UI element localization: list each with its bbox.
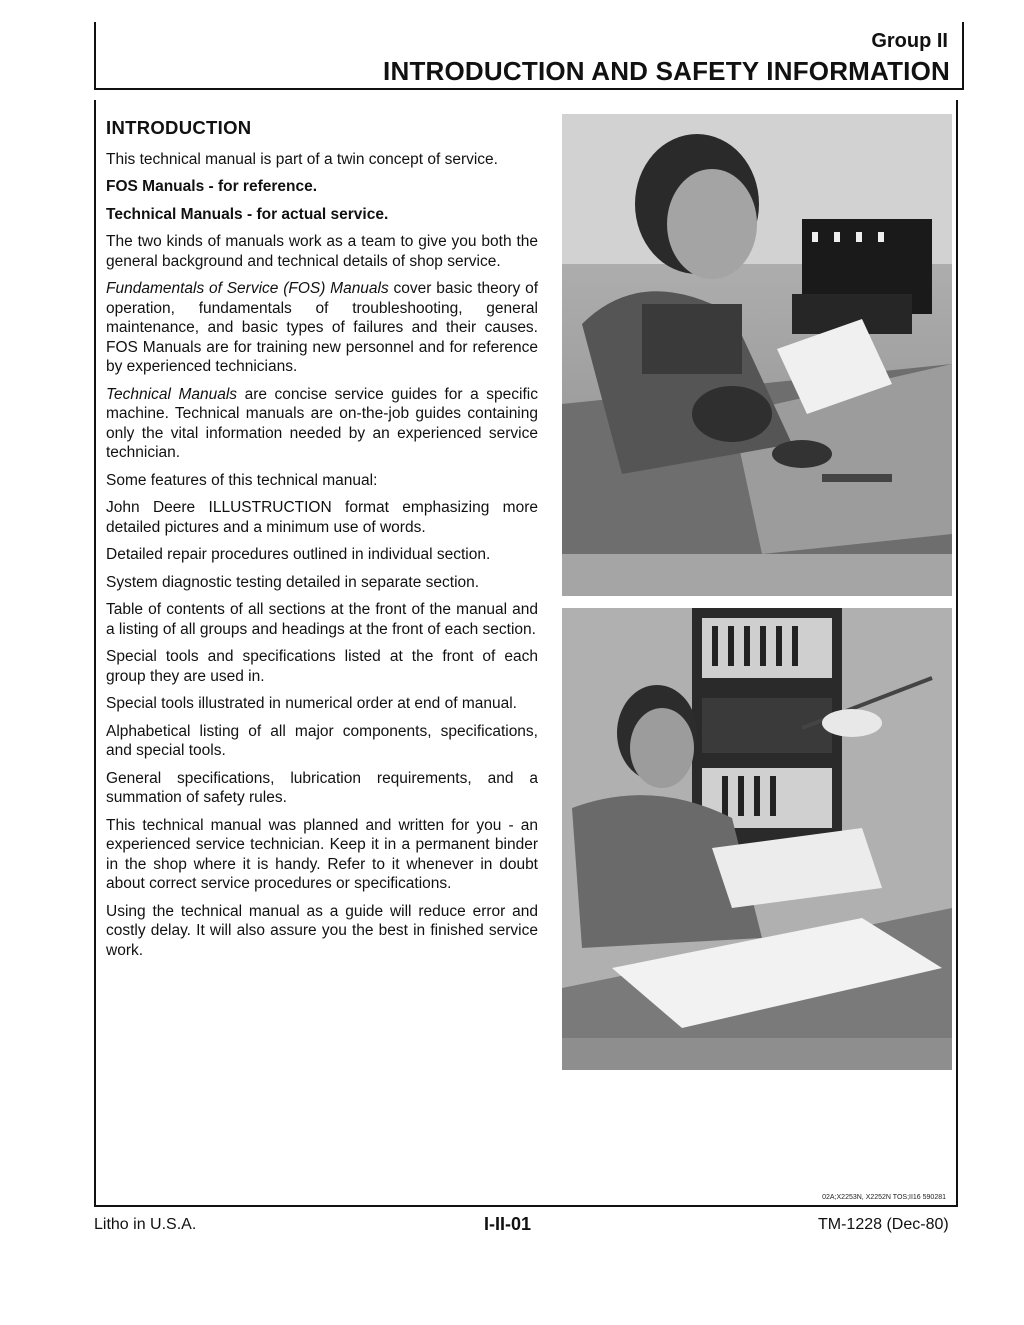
photo-technician-reading <box>562 608 952 1070</box>
paragraph: Some features of this technical manual: <box>106 471 378 489</box>
paragraph: John Deere ILLUSTRUCTION format emphasizing more detailed pictures and a minimum use of words. <box>106 499 538 536</box>
paragraph: This technical manual was planned and written for you - an experienced service technician. Keep it in a permanent binder in the shop where it is handy. Refer to it whenever in doubt about correct service procedures or specifications. <box>106 816 538 892</box>
section-title: INTRODUCTION AND SAFETY INFORMATION <box>383 56 950 86</box>
paragraph-fos-desc <box>106 279 538 377</box>
paragraph: Table of contents of all sections at the front of the manual and a listing of all groups and headings at the front of each section. <box>106 601 538 638</box>
tm-term: Technical Manuals <box>106 385 238 403</box>
text-column <box>106 118 538 968</box>
intro-heading: INTRODUCTION <box>106 117 252 138</box>
fos-term: Fundamentals of Service (FOS) Manuals <box>106 280 389 297</box>
paragraph-tm-desc <box>106 385 538 463</box>
paragraph: Special tools illustrated in numerical order at end of manual. <box>106 695 517 712</box>
paragraph: Special tools and specifications listed at the front of each group they are used in. <box>106 648 538 685</box>
photo-technician-repair <box>562 114 952 596</box>
group-label: Group II <box>871 30 948 52</box>
paragraph-fos: FOS Manuals - for reference. <box>106 178 318 195</box>
paragraph: Alphabetical listing of all major components, specifications, and special tools. <box>106 722 538 759</box>
footer-manual-id: TM-1228 (Dec-80) <box>818 1216 949 1233</box>
paragraph: This technical manual is part of a twin concept of service. <box>106 150 498 168</box>
content-box <box>94 100 958 1207</box>
fos-desc: cover basic theory of operation, fundamentals of troubleshooting, general maintenance, and basic types of failures and their causes. FOS Manuals are for training new personnel and for reference by experienced technicians. <box>106 280 538 375</box>
tm-desc: are concise service guides for a specific machine. Technical manuals are on-the-job guides containing only the vital information needed by an experienced service technician. <box>106 385 538 461</box>
photo-reference-code: 02A;X2253N, X2252N TOS;II16 590281 <box>822 1194 946 1201</box>
footer-litho: Litho in U.S.A. <box>94 1216 197 1233</box>
paragraph: Detailed repair procedures outlined in individual section. <box>106 546 491 563</box>
paragraph-tm: Technical Manuals - for actual service. <box>106 205 389 223</box>
paragraph: System diagnostic testing detailed in separate section. <box>106 573 480 591</box>
header-box <box>94 22 964 90</box>
footer-page-number: I-II-01 <box>484 1214 532 1234</box>
paragraph: Using the technical manual as a guide will reduce error and costly delay. It will also assure you the best in finished service work. <box>106 902 538 959</box>
paragraph: The two kinds of manuals work as a team to give you both the general background and technical details of shop service. <box>106 233 538 270</box>
paragraph: General specifications, lubrication requirements, and a summation of safety rules. <box>106 769 538 806</box>
